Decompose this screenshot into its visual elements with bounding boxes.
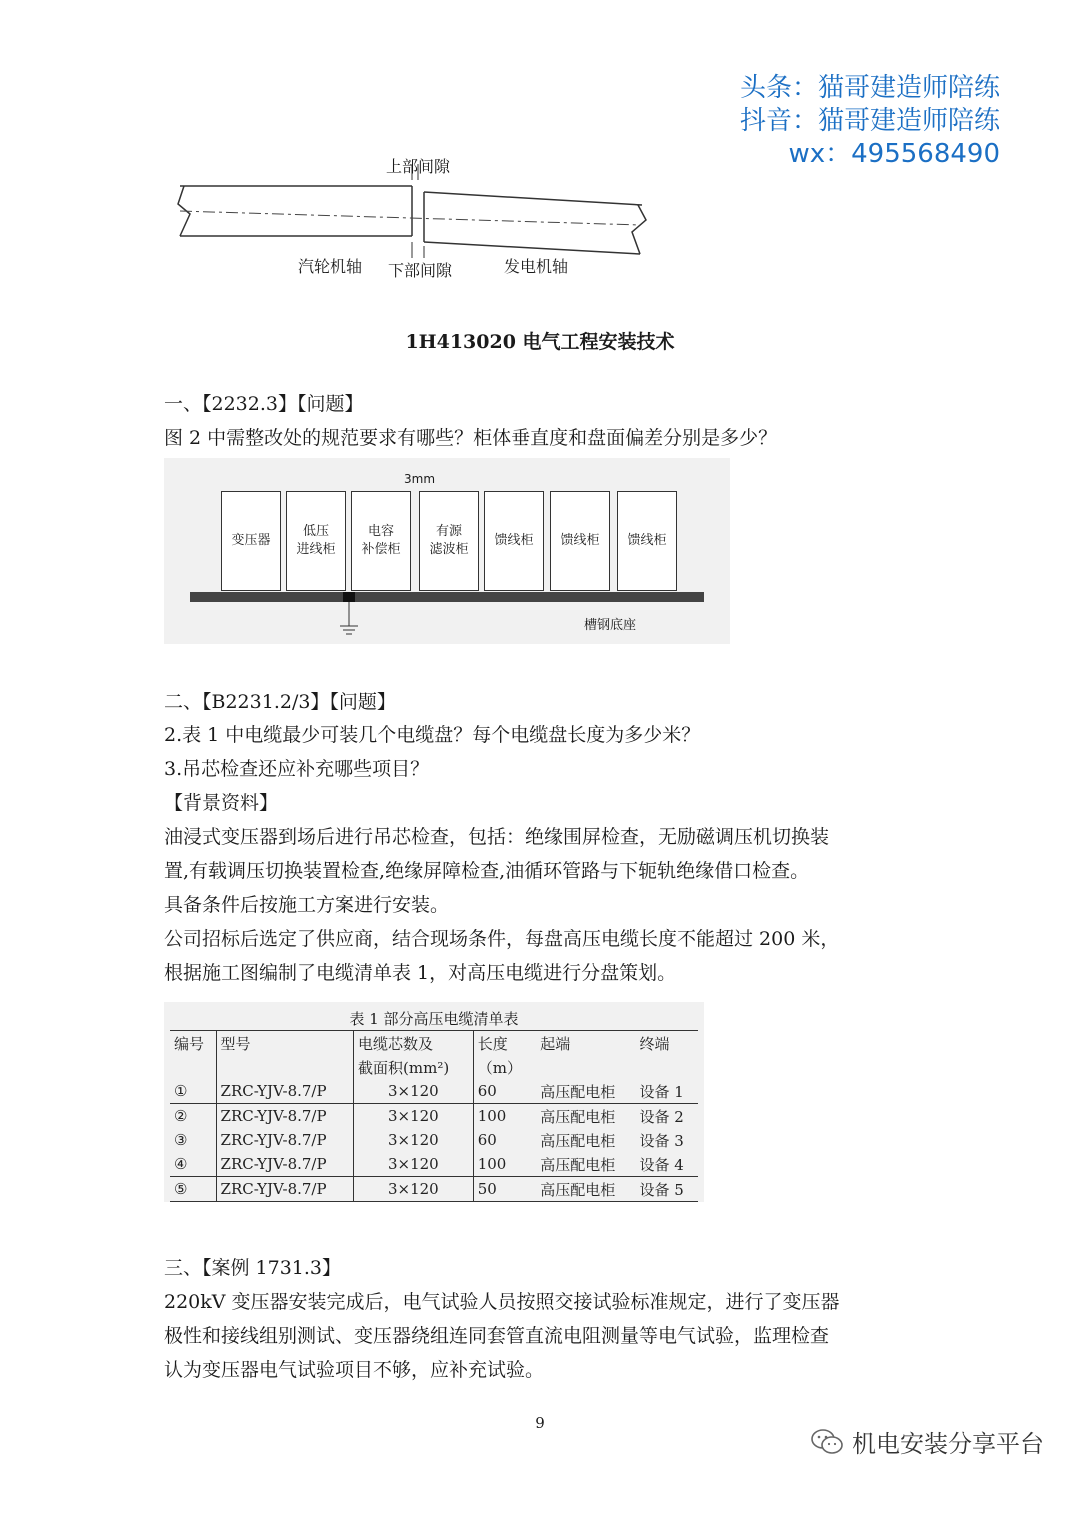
- header-id-2: [170, 1055, 216, 1079]
- cell-length: 60: [477, 1082, 497, 1100]
- cell-id: ②: [170, 1104, 216, 1129]
- watermark-toutiao: 头条：猫哥建造师陪练: [739, 73, 1000, 103]
- cell-model: ZRC-YJV-8.7/P: [216, 1104, 354, 1129]
- table-row: [170, 1104, 698, 1129]
- header-model: 型号: [216, 1031, 354, 1056]
- cell-id: ④: [170, 1152, 216, 1177]
- para1-line2: 置,有载调压切换装置检查,绝缘屏障检查,油循环管路与下轭轨绝缘借口检查。: [164, 860, 810, 882]
- q3-line3: 认为变压器电气试验项目不够，应补充试验。: [164, 1359, 545, 1381]
- header-end: 终端: [639, 1034, 670, 1053]
- cell-model: ZRC-YJV-8.7/P: [216, 1079, 354, 1104]
- cell-start: 高压配电柜: [540, 1082, 616, 1101]
- q3-line2: 极性和接线组别测试、变压器绕组连同套管直流电阻测量等电气试验，监理检查: [164, 1325, 830, 1347]
- turbine-shaft-label: 汽轮机轴: [298, 257, 363, 276]
- cell-start: 高压配电柜: [540, 1131, 616, 1150]
- q3-line1: 220kV 变压器安装完成后，电气试验人员按照交接试验标准规定，进行了变压器: [164, 1291, 840, 1313]
- footer-text: 机电安装分享平台: [852, 1430, 1044, 1458]
- cell-start: 高压配电柜: [540, 1180, 616, 1199]
- cell-cores: 3×120: [354, 1079, 474, 1104]
- footer-brand: [810, 1424, 1044, 1459]
- header-start: 起端: [540, 1034, 571, 1053]
- lower-gap-label: 下部间隙: [388, 261, 453, 280]
- table-header-row: [170, 1031, 698, 1056]
- q2-line2: 3.吊芯检查还应补充哪些项目？: [164, 758, 430, 780]
- para1-line1: 油浸式变压器到场后进行吊芯检查，包括：绝缘围屏检查，无励磁调压机切换装: [164, 826, 830, 848]
- cell-id: ⑤: [170, 1177, 216, 1202]
- cell-id: ③: [170, 1128, 216, 1152]
- cable-table: [170, 1030, 698, 1202]
- cable-table-figure: [164, 1002, 704, 1202]
- background-label: 【背景资料】: [164, 792, 279, 814]
- para1-line3: 具备条件后按施工方案进行安装。: [164, 894, 450, 916]
- ground-joint: [343, 592, 355, 602]
- watermark-wx: wx：495568490: [788, 139, 1000, 169]
- cell-length: 100: [477, 1155, 507, 1173]
- section-heading: 1H413020 电气工程安装技术: [405, 331, 675, 353]
- table-row: [170, 1128, 698, 1152]
- cabinet-feeder-2: 馈线柜: [550, 491, 610, 591]
- channel-steel-base: [190, 592, 704, 602]
- header-length: 长度: [477, 1034, 508, 1053]
- cell-length: 50: [477, 1180, 497, 1198]
- q2-line1: 2.表 1 中电缆最少可装几个电缆盘？每个电缆盘长度为多少米？: [164, 724, 701, 746]
- table-row: [170, 1152, 698, 1177]
- wechat-icon: [810, 1427, 844, 1457]
- gap-dimension-label: 3mm: [404, 472, 436, 486]
- cell-cores: 3×120: [354, 1128, 474, 1152]
- cell-length: 100: [477, 1107, 507, 1125]
- cabinet-feeder-1: 馈线柜: [484, 491, 544, 591]
- header-cores-2: 截面积(mm²): [354, 1055, 474, 1079]
- header-end-2: [635, 1055, 698, 1079]
- q2-header: 二、【B2231.2/3】【问题】: [164, 691, 396, 713]
- cabinet-capacitor-compensation: 电容 补偿柜: [351, 491, 411, 591]
- cabinet-low-voltage-incoming: 低压 进线柜: [286, 491, 346, 591]
- cell-cores: 3×120: [354, 1152, 474, 1177]
- cell-model: ZRC-YJV-8.7/P: [216, 1177, 354, 1202]
- cell-end: 设备 2: [639, 1107, 684, 1126]
- cell-id: ①: [170, 1079, 216, 1104]
- page-number: 9: [535, 1414, 545, 1432]
- table-caption: 表 1 部分高压电缆清单表: [349, 1010, 519, 1028]
- cell-end: 设备 1: [639, 1082, 684, 1101]
- cell-model: ZRC-YJV-8.7/P: [216, 1152, 354, 1177]
- upper-gap-label: 上部间隙: [386, 157, 451, 176]
- cell-model: ZRC-YJV-8.7/P: [216, 1128, 354, 1152]
- cell-start: 高压配电柜: [540, 1155, 616, 1174]
- generator-shaft-label: 发电机轴: [504, 257, 569, 276]
- base-label: 槽钢底座: [584, 618, 637, 633]
- q3-header: 三、【案例 1731.3】: [164, 1257, 342, 1279]
- cell-start: 高压配电柜: [540, 1107, 616, 1126]
- shaft-alignment-figure: [170, 150, 670, 280]
- header-length-2: （m）: [477, 1058, 522, 1077]
- table-row: [170, 1177, 698, 1202]
- header-id: 编号: [170, 1031, 216, 1056]
- cabinet-active-filter: 有源 滤波柜: [419, 491, 479, 591]
- ground-symbol-icon: [334, 602, 364, 636]
- cabinet-figure: [164, 458, 730, 644]
- watermark-douyin: 抖音：猫哥建造师陪练: [739, 106, 1000, 136]
- cell-end: 设备 5: [639, 1180, 684, 1199]
- para2-line1: 公司招标后选定了供应商，结合现场条件，每盘高压电缆长度不能超过 200 米，: [164, 928, 840, 950]
- cabinet-transformer: 变压器: [221, 491, 281, 591]
- q1-question: 图 2 中需整改处的规范要求有哪些？柜体垂直度和盘面偏差分别是多少？: [164, 427, 778, 449]
- para2-line2: 根据施工图编制了电缆清单表 1，对高压电缆进行分盘策划。: [164, 962, 677, 984]
- cell-end: 设备 4: [639, 1155, 684, 1174]
- cabinet-feeder-3: 馈线柜: [617, 491, 677, 591]
- cell-cores: 3×120: [354, 1104, 474, 1129]
- cell-cores: 3×120: [354, 1177, 474, 1202]
- header-start-2: [536, 1055, 635, 1079]
- header-cores: 电缆芯数及: [354, 1031, 474, 1056]
- cell-end: 设备 3: [639, 1131, 684, 1150]
- table-header-row-2: [170, 1055, 698, 1079]
- cell-length: 60: [477, 1131, 497, 1149]
- table-row: [170, 1079, 698, 1104]
- q1-header: 一、【2232.3】【问题】: [164, 393, 364, 415]
- header-model-2: [216, 1055, 354, 1079]
